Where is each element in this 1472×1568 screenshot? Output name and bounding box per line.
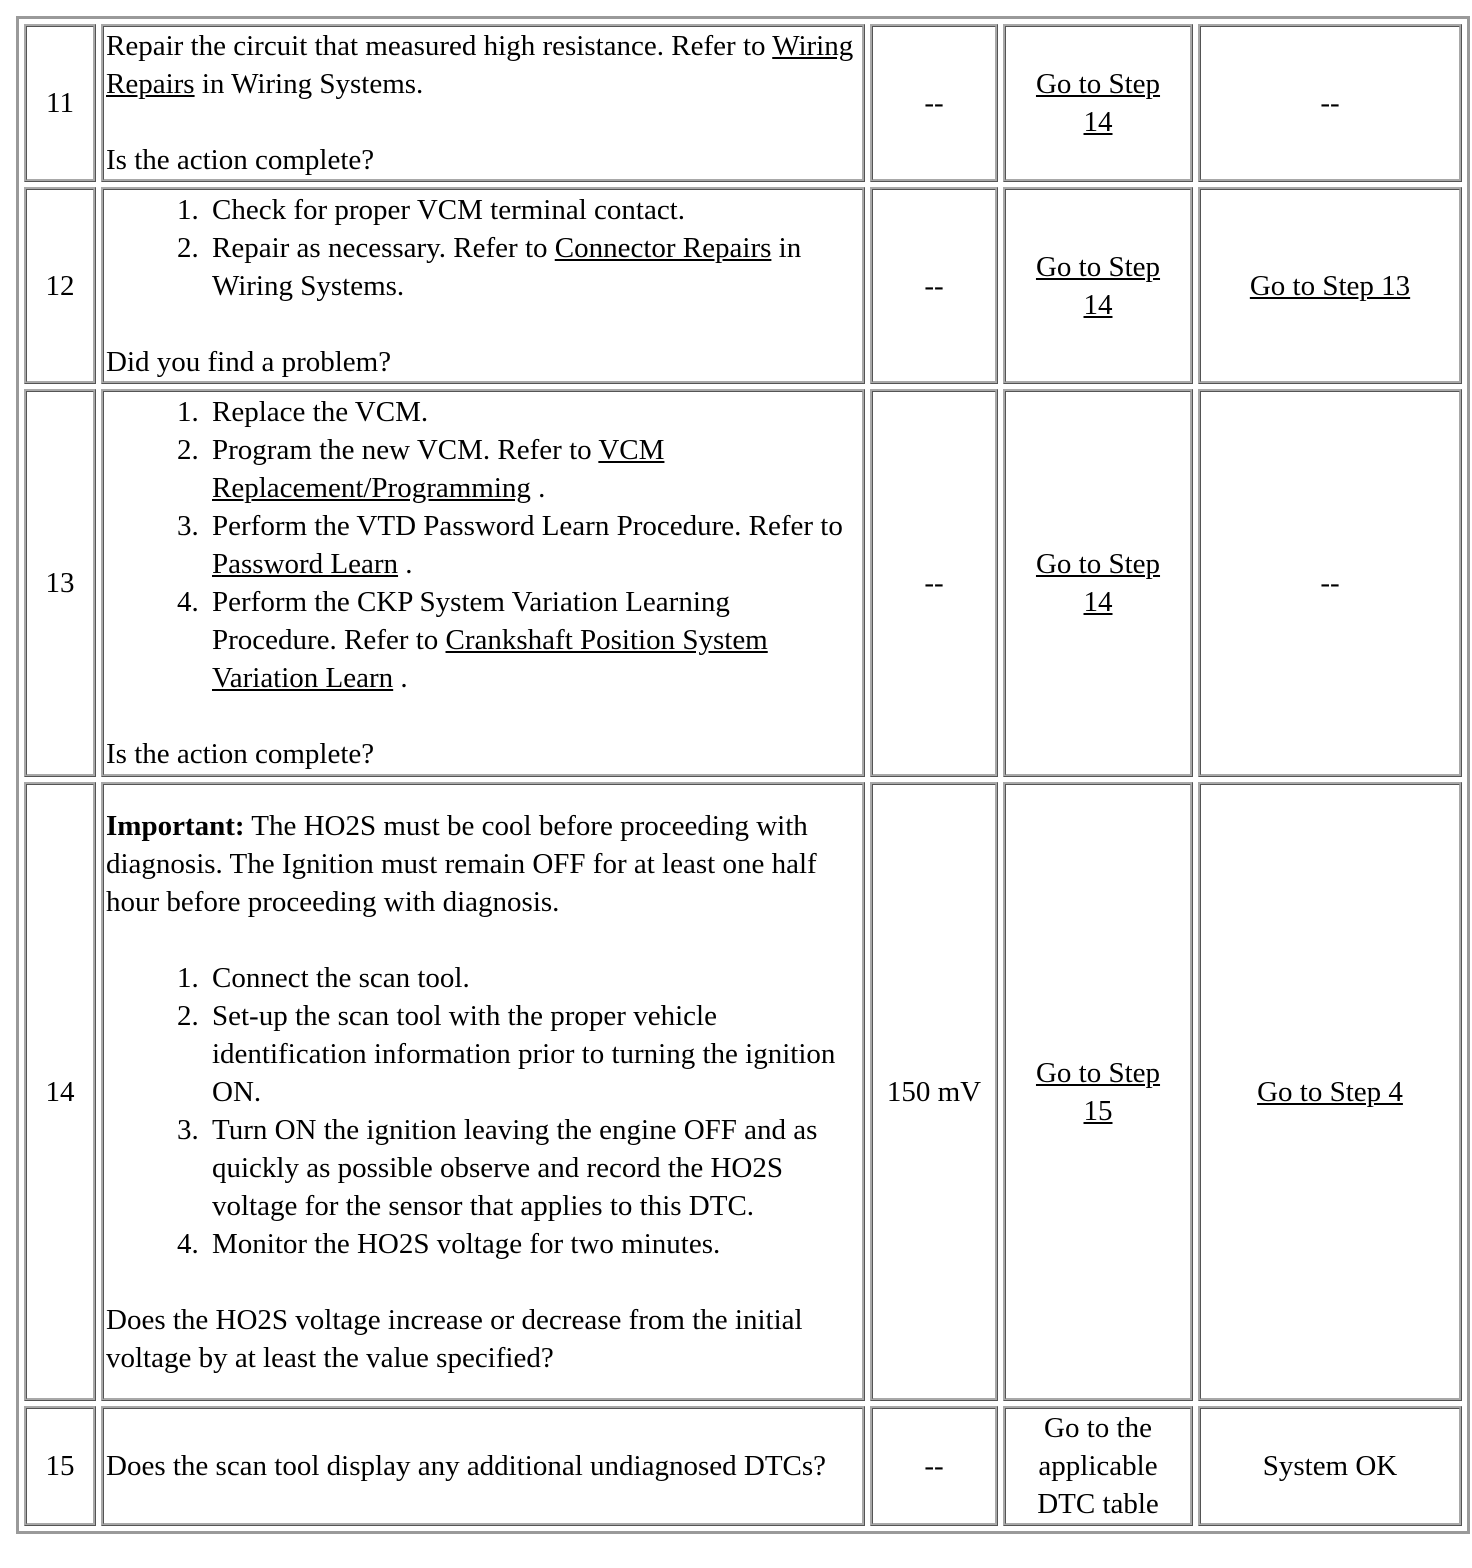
yes-goto-step-link[interactable]: Go to Step 15 xyxy=(1035,1056,1161,1127)
step-yes-cell xyxy=(1003,782,1193,1401)
step-number: 11 xyxy=(24,24,96,182)
step-number: 13 xyxy=(24,389,96,777)
list-item: 2. Set-up the scan tool with the proper vehicle identification information prior to turning the ignition ON. xyxy=(206,997,860,1111)
step-number: 12 xyxy=(24,187,96,384)
list-item: 2. Repair as necessary. Refer to Connector Repairs in Wiring Systems. xyxy=(206,229,860,305)
list-item: 3. Perform the VTD Password Learn Procedure. Refer to Password Learn . xyxy=(206,507,860,583)
list-item: 2. Program the new VCM. Refer to VCM Replacement/Programming . xyxy=(206,431,860,507)
action-list xyxy=(106,393,860,697)
no-goto-step-link[interactable]: Go to Step 4 xyxy=(1257,1075,1403,1108)
important-label: Important: xyxy=(106,809,245,842)
yes-goto-step-link[interactable]: Go to Step 14 xyxy=(1035,68,1161,138)
list-item: 3. Turn ON the ignition leaving the engine OFF and as quickly as possible observe and record the HO2S voltage for the sensor that applies to this DTC. xyxy=(206,1111,860,1225)
wiring-repairs-link[interactable]: Wiring Repairs xyxy=(106,30,854,100)
action-text: Repair the circuit that measured high resistance. Refer to Wiring Repairs in Wiring Systems. xyxy=(106,30,854,100)
list-item: 4. Monitor the HO2S voltage for two minutes. xyxy=(206,1225,860,1263)
action-list xyxy=(106,959,860,1263)
step-action xyxy=(101,187,865,384)
step-question: Is the action complete? xyxy=(106,144,375,176)
list-item: 1. Check for proper VCM terminal contact. xyxy=(206,191,860,229)
step-question: Does the HO2S voltage increase or decrease from the initial voltage by at least the value specified? xyxy=(106,1303,803,1374)
step-yes-cell xyxy=(1003,389,1193,777)
list-item: 1. Connect the scan tool. xyxy=(206,959,860,997)
step-question: Does the scan tool display any additional undiagnosed DTCs? xyxy=(106,1450,827,1482)
step-action xyxy=(101,389,865,777)
step-question: Did you find a problem? xyxy=(106,345,392,378)
step-question: Is the action complete? xyxy=(106,738,375,770)
step-action xyxy=(101,24,865,182)
crankshaft-variation-learn-link[interactable]: Crankshaft Position System Variation Learn xyxy=(212,624,768,694)
list-item: 1. Replace the VCM. xyxy=(206,393,860,431)
step-no-cell xyxy=(1198,782,1462,1401)
step-value: -- xyxy=(870,1406,998,1526)
step-no: System OK xyxy=(1198,1406,1462,1526)
table-row xyxy=(24,24,1462,182)
step-action xyxy=(101,782,865,1401)
step-value: -- xyxy=(870,187,998,384)
table-row xyxy=(24,389,1462,777)
step-no: -- xyxy=(1198,24,1462,182)
step-no-cell xyxy=(1198,187,1462,384)
step-no: -- xyxy=(1198,389,1462,777)
list-item: 4. Perform the CKP System Variation Learning Procedure. Refer to Crankshaft Position System Variation Learn . xyxy=(206,583,860,697)
step-value: 150 mV xyxy=(870,782,998,1401)
password-learn-link[interactable]: Password Learn xyxy=(212,548,399,580)
important-note: Important: The HO2S must be cool before proceeding with diagnosis. The Ignition must remain OFF for at least one half hour before proceeding with diagnosis. xyxy=(106,809,817,918)
table-row xyxy=(24,782,1462,1401)
step-number: 15 xyxy=(24,1406,96,1526)
step-action xyxy=(101,1406,865,1526)
yes-goto-step-link[interactable]: Go to Step 14 xyxy=(1035,250,1161,321)
step-number: 14 xyxy=(24,782,96,1401)
table-row xyxy=(24,187,1462,384)
table-row xyxy=(24,1406,1462,1526)
step-value: -- xyxy=(870,389,998,777)
yes-goto-step-link[interactable]: Go to Step 14 xyxy=(1035,548,1161,618)
action-list xyxy=(106,191,860,305)
diagnostic-steps-table xyxy=(16,16,1470,1534)
connector-repairs-link[interactable]: Connector Repairs xyxy=(554,231,772,264)
step-yes: Go to the applicable DTC table xyxy=(1003,1406,1193,1526)
step-yes-cell xyxy=(1003,24,1193,182)
no-goto-step-link[interactable]: Go to Step 13 xyxy=(1249,269,1411,302)
vcm-replacement-link[interactable]: VCM Replacement/Programming xyxy=(212,434,665,504)
step-yes-cell xyxy=(1003,187,1193,384)
step-value: -- xyxy=(870,24,998,182)
